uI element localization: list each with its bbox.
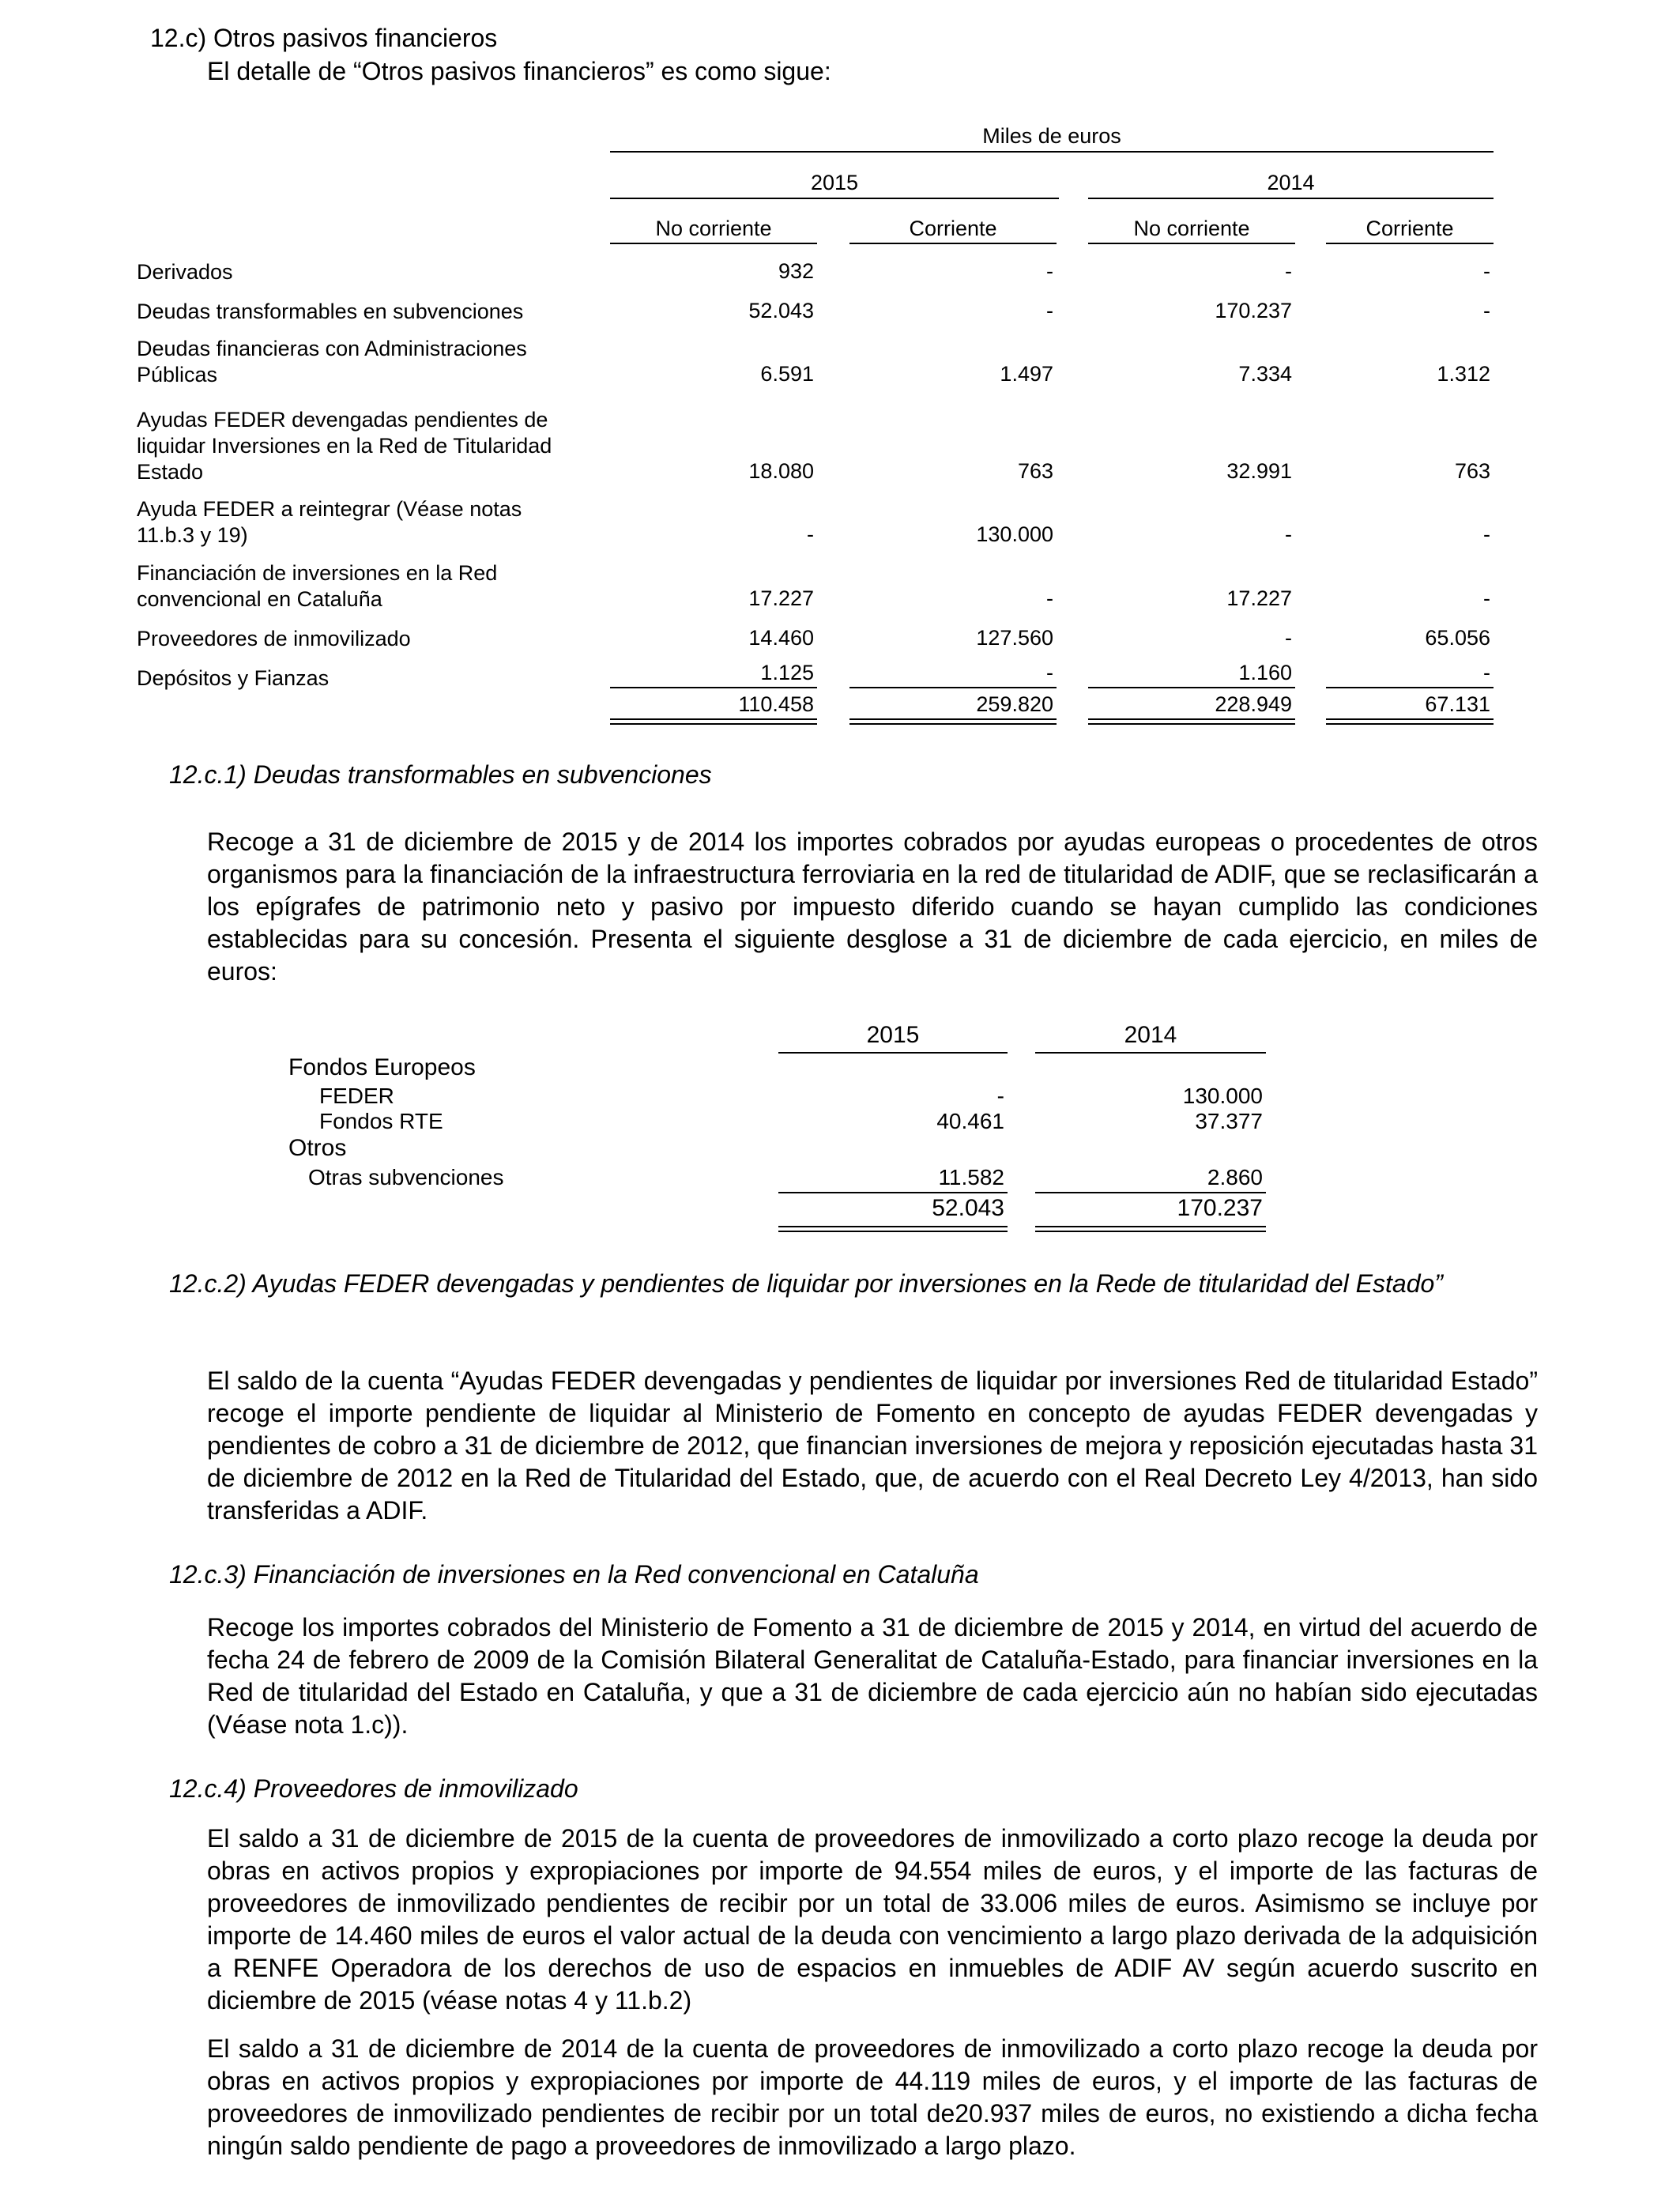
cell: - — [1483, 586, 1490, 610]
cell: 130.000 — [976, 522, 1053, 546]
cell: 6.591 — [760, 362, 814, 386]
row-label: Ayuda FEDER a reintegrar (Véase notas 11.b.3 y 19) — [137, 497, 522, 547]
cell: - — [1046, 299, 1053, 322]
cell: - — [1046, 259, 1053, 283]
row-label: Depósitos y Fianzas — [137, 666, 330, 690]
cell: 11.582 — [938, 1165, 1004, 1189]
row-label: Proveedores de inmovilizado — [137, 627, 411, 650]
cell: 65.056 — [1425, 626, 1490, 650]
subsection-title: 12.c.2) Ayudas FEDER devengadas y pendientes de liquidar por inversiones en la Rede de titularidad del Estado” — [169, 1269, 1443, 1298]
row-label: Deudas transformables en subvenciones — [137, 300, 524, 323]
table-unit-label: Miles de euros — [982, 124, 1121, 148]
cell: 2.860 — [1207, 1165, 1263, 1189]
row-label: Derivados — [137, 260, 233, 284]
cell: 763 — [1017, 459, 1053, 483]
cell: 763 — [1454, 459, 1490, 483]
row-label: Fondos RTE — [319, 1109, 443, 1133]
paragraph: Recoge los importes cobrados del Ministerio de Fomento a 31 de diciembre de 2015 y 2014, en virtud del acuerdo de fecha 24 de febrero de 2009 de la Comisión Bilateral Generalitat de Cataluña-Estado, para financiar inversiones en la Red de titularidad del Estado en Cataluña, y que a 31 de diciembre de cada ejercicio aún no habían sido ejecutadas (Véase nota 1.c)). — [207, 1613, 1538, 1739]
cell: 17.227 — [1226, 586, 1292, 610]
cell: 37.377 — [1195, 1109, 1263, 1133]
cell: 1.312 — [1437, 362, 1490, 386]
year-header-2015: 2015 — [866, 1022, 920, 1048]
year-header-2014: 2014 — [1124, 1022, 1177, 1048]
cell: - — [1483, 522, 1490, 546]
cell: - — [1046, 661, 1053, 684]
cell: - — [807, 522, 814, 546]
cell: - — [1285, 522, 1292, 546]
row-label: Otras subvenciones — [308, 1165, 504, 1189]
year-header-2014: 2014 — [1267, 171, 1315, 194]
cell: 18.080 — [748, 459, 814, 483]
row-label: Deudas financieras con Administraciones Públicas — [137, 337, 527, 386]
cell: 130.000 — [1182, 1084, 1263, 1108]
cell: 40.461 — [936, 1109, 1004, 1133]
cell: - — [1046, 586, 1053, 610]
total-cell: 110.458 — [738, 692, 814, 716]
section-intro: El detalle de “Otros pasivos financieros” es como sigue: — [207, 57, 831, 85]
cell: 1.160 — [1238, 661, 1292, 684]
subsection-title: 12.c.1) Deudas transformables en subvenciones — [169, 760, 712, 789]
cell: - — [1483, 259, 1490, 283]
col-header: No corriente — [1133, 217, 1250, 240]
total-cell: 259.820 — [976, 692, 1053, 716]
cell: 1.497 — [1000, 362, 1053, 386]
cell: - — [1483, 661, 1490, 684]
cell: 1.125 — [760, 661, 814, 684]
col-header: Corriente — [1365, 217, 1454, 240]
cell: 932 — [778, 259, 814, 283]
row-label: Ayudas FEDER devengadas pendientes de liquidar Inversiones en la Red de Titularidad Estado — [137, 408, 552, 484]
row-label: FEDER — [319, 1084, 394, 1108]
col-header: No corriente — [655, 217, 772, 240]
subsection-title: 12.c.3) Financiación de inversiones en la Red convencional en Cataluña — [169, 1560, 979, 1589]
cell: 127.560 — [976, 626, 1053, 650]
cell: 17.227 — [748, 586, 814, 610]
col-header: Corriente — [909, 217, 997, 240]
subsection-title: 12.c.4) Proveedores de inmovilizado — [169, 1774, 578, 1803]
group-label: Fondos Europeos — [288, 1054, 476, 1080]
cell: 14.460 — [748, 626, 814, 650]
total-cell: 67.131 — [1425, 692, 1490, 716]
cell: 32.991 — [1226, 459, 1292, 483]
section-heading: 12.c) Otros pasivos financieros — [150, 24, 498, 52]
cell: 170.237 — [1215, 299, 1292, 322]
paragraph: El saldo de la cuenta “Ayudas FEDER devengadas y pendientes de liquidar por inversiones Red de titularidad Estado” recoge el importe pendiente de liquidar al Ministerio de Fomento en concepto de ayudas FEDER devengadas y pendientes de cobro a 31 de diciembre de 2012, que financian inversiones de mejora y reposición ejecutadas hasta 31 de diciembre de 2012 en la Red de Titularidad del Estado, que, de acuerdo con el Real Decreto Ley 4/2013, han sido transferidas a ADIF. — [207, 1367, 1538, 1525]
cell: - — [1285, 626, 1292, 650]
group-label: Otros — [288, 1135, 347, 1161]
cell: 7.334 — [1238, 362, 1292, 386]
cell: - — [1483, 299, 1490, 322]
paragraph: El saldo a 31 de diciembre de 2014 de la cuenta de proveedores de inmovilizado a corto plazo recoge la deuda por obras en activos propios y expropiaciones por importe de 44.119 miles de euros, y el importe de las facturas de proveedores de inmovilizado pendientes de recibir por un total de20.937 miles de euros, no existiendo a dicha fecha ningún saldo pendiente de pago a proveedores de inmovilizado a largo plazo. — [207, 2034, 1538, 2160]
total-cell: 228.949 — [1215, 692, 1292, 716]
total-cell: 52.043 — [932, 1195, 1004, 1221]
paragraph: El saldo a 31 de diciembre de 2015 de la cuenta de proveedores de inmovilizado a corto plazo recoge la deuda por obras en activos propios y expropiaciones por importe de 94.554 miles de euros, y el importe de las facturas de proveedores de inmovilizado pendientes de recibir por un total de 33.006 miles de euros. Asimismo se incluye por importe de 14.460 miles de euros el valor actual de la deuda con vencimiento a largo plazo derivada de la adquisición a RENFE Operadora de los derechos de uso de espacios en inmuebles de ADIF AV según acuerdo suscrito en diciembre de 2015 (véase notas 4 y 11.b.2) — [207, 1824, 1538, 2015]
cell: 52.043 — [748, 299, 814, 322]
paragraph: Recoge a 31 de diciembre de 2015 y de 2014 los importes cobrados por ayudas europeas o procedentes de otros organismos para la financiación de la infraestructura ferroviaria en la red de titularidad de ADIF, que se reclasificarán a los epígrafes de patrimonio neto y pasivo por impuesto diferido cuando se hayan cumplido las condiciones establecidas para su concesión. Presenta el siguiente desglose a 31 de diciembre de cada ejercicio, en miles de euros: — [207, 827, 1538, 986]
total-cell: 170.237 — [1177, 1195, 1263, 1221]
year-header-2015: 2015 — [810, 171, 859, 194]
cell: - — [1285, 259, 1292, 283]
cell: - — [996, 1084, 1004, 1108]
row-label: Financiación de inversiones en la Red convencional en Cataluña — [137, 561, 498, 611]
